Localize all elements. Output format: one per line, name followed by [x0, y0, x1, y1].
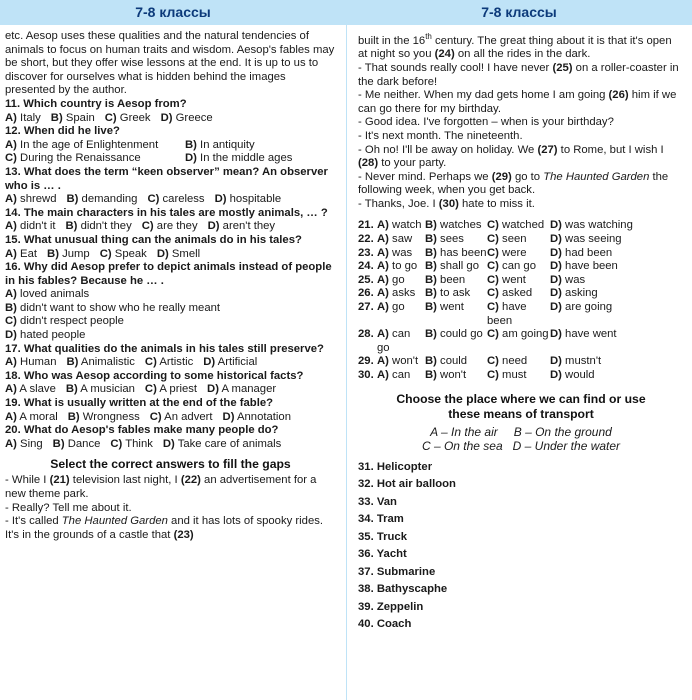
- option-letter: D): [203, 356, 216, 369]
- option-letter: D): [550, 260, 562, 273]
- answer-number: 25.: [358, 273, 374, 286]
- answer-option: A) Sing: [5, 437, 43, 450]
- option-letter: A): [377, 355, 389, 368]
- option-letter: C): [110, 437, 123, 450]
- option-letter: A): [5, 193, 17, 206]
- option-letter: C): [487, 301, 499, 314]
- answer-row: [358, 369, 684, 383]
- question-text: 11. Which country is Aesop from?: [5, 97, 187, 110]
- option-letter: C): [487, 355, 499, 368]
- option-letter: C): [487, 219, 499, 232]
- option-letter: D): [222, 410, 235, 423]
- answer-row: [5, 248, 336, 262]
- answer-option: B) A musician: [65, 383, 135, 396]
- answer-option: A) can: [377, 369, 411, 382]
- answer-option: B) Animalistic: [66, 356, 135, 369]
- transport-item: 37. Submarine: [358, 565, 436, 578]
- answer-option: B) to ask: [425, 287, 471, 300]
- answer-option: D) mustn't: [550, 355, 602, 368]
- option-letter: B): [425, 287, 437, 300]
- answer-option: D) have been: [550, 260, 618, 273]
- answer-number: 28.: [358, 328, 374, 341]
- option-letter: C): [487, 369, 499, 382]
- transport-title-line: these means of transport: [448, 406, 594, 421]
- answer-row: [5, 152, 336, 166]
- option-letter: A): [377, 369, 389, 382]
- answer-option: A) saw: [377, 233, 413, 246]
- option-letter: A): [377, 219, 389, 232]
- option-letter: B): [47, 247, 59, 260]
- answer-option: C) During the Renaissance: [5, 152, 141, 165]
- answer-option: D) had been: [550, 246, 613, 259]
- answer-option: B) didn't they: [65, 220, 132, 233]
- answer-option: B) Wrongness: [67, 410, 140, 423]
- option-letter: D): [160, 111, 173, 124]
- intro-text: etc. Aesop uses these qualities and the natural tendencies of animals to focus on human traits and wisdom. Aesop's fables may be short, but they offer wise lessons at the end. It is up to us to discover for ourselves what is hidden behind the images presented by the author.: [5, 30, 335, 97]
- answer-option: A) was: [377, 246, 413, 259]
- answer-option: B) Dance: [52, 437, 101, 450]
- option-letter: B): [67, 410, 80, 423]
- option-letter: D): [550, 301, 562, 314]
- answer-option: D) A manager: [207, 383, 277, 396]
- answer-option: A) shrewd: [5, 193, 57, 206]
- option-letter: D): [550, 355, 562, 368]
- answer-row: [5, 193, 336, 207]
- transport-item: 33. Van: [358, 495, 397, 508]
- answer-option: C) are they: [141, 220, 198, 233]
- answer-options: [358, 219, 684, 382]
- answer-row: [5, 220, 336, 234]
- question-text: 15. What unusual thing can the animals do in his tales?: [5, 233, 302, 246]
- answer-option: D) Smell: [156, 247, 201, 260]
- answer-number: 27.: [358, 301, 374, 314]
- question-text: 12. When did he live?: [5, 125, 120, 138]
- option-letter: C): [99, 247, 112, 260]
- option-letter: A): [5, 247, 17, 260]
- dialog-line: - Thanks, Joe. I (30) hate to miss it.: [358, 197, 535, 210]
- answer-option: B) could: [425, 355, 468, 368]
- answer-row: [358, 260, 684, 274]
- answer-option: A) In the age of Enlightenment: [5, 138, 159, 151]
- answer-option: A) watch: [377, 219, 422, 232]
- answer-option: C) Think: [110, 437, 153, 450]
- option-letter: D): [550, 287, 562, 300]
- answer-option: A) Human: [5, 356, 57, 369]
- option-letter: C): [487, 273, 499, 286]
- answer-option: D) In the middle ages: [185, 152, 293, 165]
- answer-option: B) been: [425, 273, 466, 286]
- answer-option: C) Artistic: [144, 356, 194, 369]
- answer-option: B) shall go: [425, 260, 479, 273]
- answer-row: [358, 355, 684, 369]
- option-letter: A): [5, 288, 17, 301]
- option-letter: D): [156, 247, 169, 260]
- option-letter: A): [5, 111, 17, 124]
- dialog-line: - Me neither. When my dad gets home I am going (26) him if we can go there for my birthday.: [358, 89, 677, 115]
- answer-option: C) Speak: [99, 247, 147, 260]
- option-letter: B): [52, 437, 65, 450]
- question-text: 17. What qualities do the animals in his tales still preserve?: [5, 342, 324, 355]
- answer-option: C) careless: [147, 193, 205, 206]
- option-letter: A): [5, 356, 17, 369]
- option-letter: A): [377, 301, 389, 314]
- answer-row: [5, 438, 336, 452]
- option-letter: A): [5, 437, 17, 450]
- transport-item: 35. Truck: [358, 530, 407, 543]
- answer-option: B) won't: [425, 369, 467, 382]
- answer-option: A) loved animals: [5, 288, 90, 301]
- option-letter: B): [5, 301, 17, 314]
- answer-number: 24.: [358, 260, 374, 273]
- question-list: [5, 98, 336, 451]
- answer-row: [358, 247, 684, 261]
- question-text: 20. What do Aesop's fables make many people do?: [5, 424, 279, 437]
- transport-item: 36. Yacht: [358, 548, 407, 561]
- answer-option: B) has been: [425, 246, 487, 259]
- answer-row: [358, 219, 684, 233]
- answer-row: [5, 383, 336, 397]
- transport-item: 31. Helicopter: [358, 460, 433, 473]
- option-letter: B): [425, 328, 437, 341]
- answer-row: [358, 287, 684, 301]
- answer-option: B) could go: [425, 328, 483, 341]
- option-letter: C): [487, 328, 499, 341]
- transport-list: [358, 459, 684, 634]
- question-text: 16. Why did Aesop prefer to depict animals instead of people in his fables? Because he … .: [5, 261, 332, 287]
- option-letter: D): [550, 246, 562, 259]
- answer-option: C) An advert: [149, 410, 213, 423]
- answer-option: D) Greece: [160, 111, 213, 124]
- answer-option: D) hospitable: [214, 193, 282, 206]
- option-letter: B): [65, 220, 78, 233]
- answer-option: A) go: [377, 273, 405, 286]
- option-letter: C): [141, 220, 154, 233]
- answer-row: [5, 356, 336, 370]
- option-letter: D): [550, 328, 562, 341]
- transport-legend: [358, 425, 684, 453]
- dialog-line: built in the 16th century. The great thing about it is that it's open at night so you (24) on all the rides in the dark.: [358, 32, 672, 61]
- answer-number: 22.: [358, 233, 374, 246]
- option-letter: B): [50, 111, 63, 124]
- option-letter: D): [550, 273, 562, 286]
- option-letter: B): [185, 138, 197, 151]
- option-letter: A): [5, 138, 17, 151]
- transport-title: [358, 392, 684, 422]
- answer-option: A) can go: [377, 328, 411, 354]
- option-letter: A): [377, 260, 389, 273]
- legend-c: C – On the sea: [421, 438, 503, 453]
- option-letter: A): [5, 410, 17, 423]
- answer-option: B) demanding: [66, 193, 138, 206]
- answer-option: D) was watching: [550, 219, 633, 232]
- option-letter: B): [66, 193, 79, 206]
- dialog-line: - Never mind. Perhaps we (29) go to The Haunted Garden the following week, when you get back.: [358, 170, 669, 197]
- answer-row: [358, 301, 684, 328]
- answer-option: D) have went: [550, 328, 617, 341]
- option-letter: C): [5, 152, 17, 165]
- question-text: 14. The main characters in his tales are mostly animals, … ?: [5, 206, 328, 219]
- transport-item: 38. Bathyscaphe: [358, 583, 448, 596]
- answer-option: C) A priest: [144, 383, 198, 396]
- answer-option: B) sees: [425, 233, 464, 246]
- answer-option: C) didn't respect people: [5, 315, 124, 328]
- transport-item: 34. Tram: [358, 513, 404, 526]
- option-letter: D): [550, 369, 562, 382]
- answer-option: C) must: [487, 369, 527, 382]
- dialog-line: - Oh no! I'll be away on holiday. We (27) to Rome, but I wish I (28) to your party.: [358, 143, 664, 170]
- answer-row: [5, 411, 336, 425]
- option-letter: B): [65, 383, 78, 396]
- option-letter: C): [144, 383, 157, 396]
- gap-fill-title: Select the correct answers to fill the gaps: [50, 457, 291, 472]
- answer-option: C) need: [487, 355, 528, 368]
- option-letter: D): [207, 383, 219, 396]
- option-letter: A): [5, 383, 17, 396]
- legend-a: A – In the air: [430, 424, 498, 439]
- answer-option: C) am going: [487, 328, 549, 341]
- answer-option: B) Jump: [47, 247, 90, 260]
- option-letter: D): [214, 193, 227, 206]
- option-letter: C): [487, 246, 499, 259]
- option-letter: B): [425, 301, 437, 314]
- transport-item: 40. Coach: [358, 618, 412, 631]
- answer-option: C) watched: [487, 219, 545, 232]
- transport-title-line: Choose the place where we can find or use: [396, 391, 646, 406]
- legend-row: [358, 439, 684, 453]
- answer-option: D) asking: [550, 287, 598, 300]
- legend-b: B – On the ground: [513, 424, 612, 439]
- answer-option: C) have been: [487, 301, 527, 327]
- option-letter: A): [377, 246, 389, 259]
- question-text: 18. Who was Aesop according to some historical facts?: [5, 369, 304, 382]
- dialog-line: - It's called The Haunted Garden and it has lots of spooky rides. It's in the grounds of a castle that (23): [5, 515, 324, 541]
- answer-option: D) aren't they: [207, 220, 276, 233]
- answer-option: C) Greek: [104, 111, 151, 124]
- answer-option: B) Spain: [50, 111, 95, 124]
- option-letter: B): [425, 273, 437, 286]
- option-letter: C): [487, 260, 499, 273]
- dialog-line: - While I (21) television last night, I (22) an advertisement for a new theme park.: [5, 474, 317, 500]
- answer-option: D) Artificial: [203, 356, 258, 369]
- answer-option: B) In antiquity: [185, 138, 255, 151]
- answer-number: 26.: [358, 287, 374, 300]
- option-letter: C): [487, 233, 499, 246]
- option-letter: B): [425, 219, 437, 232]
- option-letter: B): [66, 356, 79, 369]
- option-letter: D): [550, 219, 562, 232]
- answer-option: A) go: [377, 301, 405, 314]
- legend-row: [358, 425, 684, 439]
- option-letter: D): [207, 220, 220, 233]
- left-header: 7-8 классы: [0, 0, 346, 25]
- option-letter: B): [425, 355, 437, 368]
- option-letter: A): [377, 273, 389, 286]
- answer-option: C) were: [487, 246, 527, 259]
- answer-option: D) are going: [550, 301, 613, 314]
- answer-option: A) asks: [377, 287, 416, 300]
- answer-option: A) A moral: [5, 410, 58, 423]
- answer-option: C) seen: [487, 233, 527, 246]
- option-letter: B): [425, 233, 437, 246]
- legend-d: D – Under the water: [512, 438, 621, 453]
- option-letter: A): [377, 287, 389, 300]
- option-letter: C): [104, 111, 117, 124]
- dialog-line: - Good idea. I've forgotten – when is your birthday?: [358, 116, 614, 129]
- answer-option: D) would: [550, 369, 595, 382]
- option-letter: C): [5, 315, 17, 328]
- answer-row: [358, 274, 684, 288]
- answer-option: A) Italy: [5, 111, 41, 124]
- answer-option: B) went: [425, 301, 464, 314]
- option-letter: D): [550, 233, 562, 246]
- answer-row: [5, 112, 336, 126]
- answer-option: A) to go: [377, 260, 418, 273]
- dialog-line: - It's next month. The nineteenth.: [358, 129, 523, 142]
- answer-number: 30.: [358, 369, 374, 382]
- answer-option: B) didn't want to show who he really meant: [5, 301, 221, 314]
- transport-item: 32. Hot air balloon: [358, 478, 456, 491]
- answer-number: 21.: [358, 219, 374, 232]
- answer-option: C) went: [487, 273, 526, 286]
- answer-option: B) watches: [425, 219, 482, 232]
- question-text: 13. What does the term “keen observer” mean? An observer who is … .: [5, 165, 328, 192]
- answer-option: D) Take care of animals: [162, 437, 282, 450]
- option-letter: D): [185, 152, 197, 165]
- right-column: [346, 0, 692, 700]
- option-letter: D): [162, 437, 175, 450]
- option-letter: C): [487, 287, 499, 300]
- option-letter: A): [377, 328, 389, 341]
- option-letter: C): [144, 356, 157, 369]
- answer-option: C) asked: [487, 287, 533, 300]
- answer-option: A) Eat: [5, 247, 38, 260]
- option-letter: C): [149, 410, 162, 423]
- option-letter: C): [147, 193, 160, 206]
- answer-option: A) A slave: [5, 383, 56, 396]
- answer-option: D) Annotation: [222, 410, 292, 423]
- answer-row: [358, 233, 684, 247]
- option-letter: A): [5, 220, 17, 233]
- right-header: 7-8 классы: [346, 0, 692, 25]
- answer-option: A) didn't it: [5, 220, 56, 233]
- answer-row: [358, 328, 684, 355]
- answer-row: [5, 139, 336, 153]
- transport-item: 39. Zeppelin: [358, 600, 424, 613]
- dialog-line: - Really? Tell me about it.: [5, 501, 132, 514]
- answer-option: C) can go: [487, 260, 536, 273]
- answer-option: D) hated people: [5, 329, 86, 342]
- option-letter: A): [377, 233, 389, 246]
- answer-option: D) was seeing: [550, 233, 622, 246]
- question-text: 19. What is usually written at the end of the fable?: [5, 397, 274, 410]
- answer-option: D) was: [550, 273, 586, 286]
- option-letter: B): [425, 260, 437, 273]
- option-letter: B): [425, 246, 437, 259]
- answer-number: 23.: [358, 246, 374, 259]
- option-letter: D): [5, 329, 17, 342]
- dialog-line: - That sounds really cool! I have never (25) on a roller-coaster in the dark before!: [358, 61, 679, 88]
- option-letter: B): [425, 369, 437, 382]
- answer-number: 29.: [358, 355, 374, 368]
- answer-option: A) won't: [377, 355, 419, 368]
